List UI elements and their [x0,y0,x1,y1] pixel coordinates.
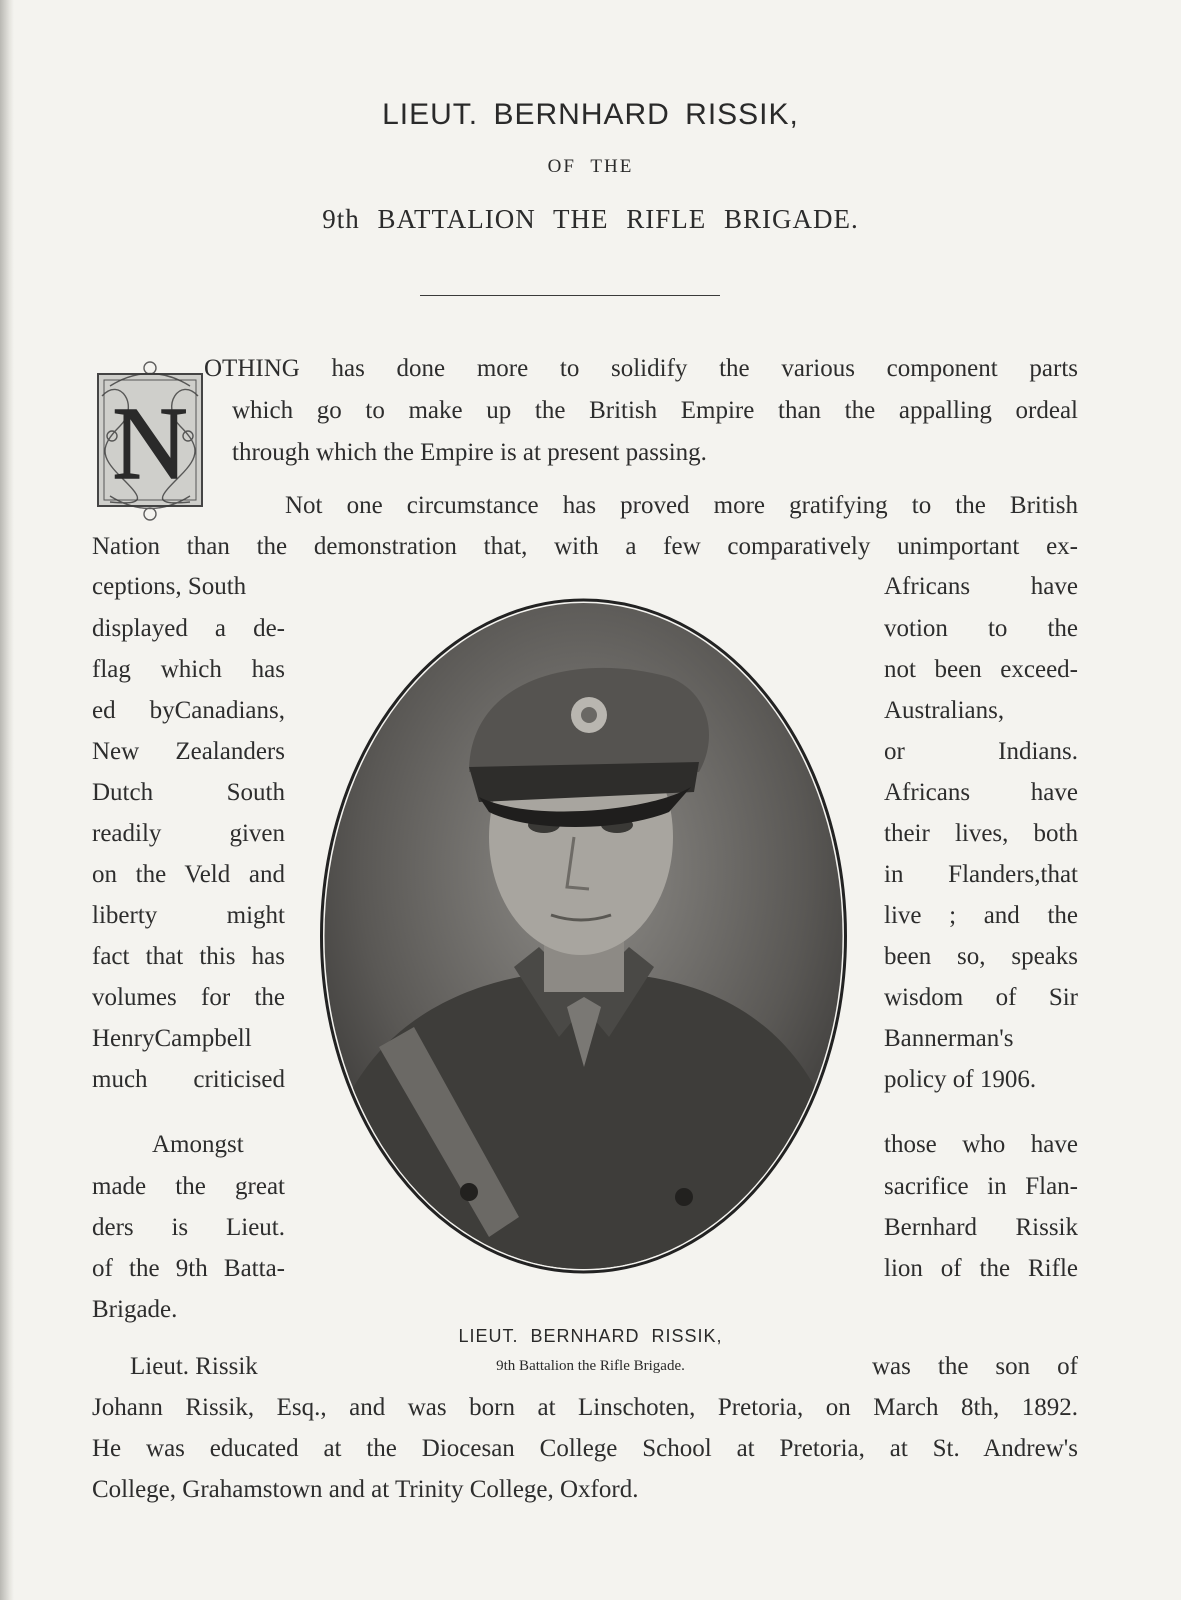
right-col-line: been so, speaks [884,943,1078,970]
intro-line-3: through which the Empire is at present passing. [232,439,707,466]
para4-line: College, Grahamstown and at Trinity College, Oxford. [92,1476,639,1503]
left-col-line: flag which has [92,656,285,683]
right-col-line: in Flanders,that [884,861,1078,888]
intro-line-1: OTHING has done more to solidify the various component parts [204,355,1078,382]
right-col-line: not been exceed- [884,656,1078,683]
left-col-line: New Zealanders [92,738,285,765]
right-col2-line: Bernhard Rissik [884,1214,1078,1241]
dropcap-letter: N [112,386,188,501]
left-col-line: much criticised [92,1066,285,1093]
right-col-line: Africans have [884,573,1078,600]
para4-start-left: Lieut. Rissik [130,1353,258,1380]
left-col-line: volumes for the [92,984,285,1011]
portrait-caption-unit: 9th Battalion the Rifle Brigade. [496,1358,685,1374]
right-col2-line: sacrifice in Flan- [884,1173,1078,1200]
left-col-line: Dutch South [92,779,285,806]
para2-line-2: Nation than the demonstration that, with a few comparatively unimportant ex- [92,533,1078,560]
portrait-photo [319,597,848,1275]
right-col-line: their lives, both [884,820,1078,847]
para4-line: Johann Rissik, Esq., and was born at Linschoten, Pretoria, on March 8th, 1892. [92,1394,1078,1421]
right-col2-line: those who have [884,1131,1078,1158]
para4-line: He was educated at the Diocesan College School at Pretoria, at St. Andrew's [92,1435,1078,1462]
title-connector: OF THE [547,156,634,177]
page-title: LIEUT. BERNHARD RISSIK, [382,98,799,131]
left-col-line: ed byCanadians, [92,697,285,724]
right-col-line: Australians, [884,697,1005,724]
left-col-line: displayed a de- [92,615,285,642]
left-col2-line: Amongst [152,1131,244,1158]
right-col-line: Bannerman's [884,1025,1014,1052]
right-col-line: policy of 1906. [884,1066,1037,1093]
right-col2-line: lion of the Rifle [884,1255,1078,1282]
right-col-line: wisdom of Sir [884,984,1078,1011]
left-col2-line: ders is Lieut. [92,1214,285,1241]
left-col-line: on the Veld and [92,861,285,888]
right-col-line: or Indians. [884,738,1078,765]
left-col2-line: made the great [92,1173,285,1200]
left-col2-line: Brigade. [92,1296,178,1323]
right-col-line: Africans have [884,779,1078,806]
title-divider [420,295,720,296]
intro-line-2: which go to make up the British Empire than the appalling ordeal [232,397,1078,424]
left-col-line: ceptions, South [92,573,247,600]
ornamental-dropcap [90,356,210,526]
para4-start-right: was the son of [872,1353,1078,1380]
left-col-line: fact that this has [92,943,285,970]
para2-line-1: Not one circumstance has proved more gratifying to the British [285,492,1078,519]
right-col-line: votion to the [884,615,1078,642]
right-col-line: live ; and the [884,902,1078,929]
left-col2-line: of the 9th Batta- [92,1255,285,1282]
left-col-line: HenryCampbell [92,1025,252,1052]
left-col-line: readily given [92,820,285,847]
title-battalion: 9th BATTALION THE RIFLE BRIGADE. [322,204,859,234]
portrait-caption-name: LIEUT. BERNHARD RISSIK, [458,1326,723,1346]
left-col-line: liberty might [92,902,285,929]
